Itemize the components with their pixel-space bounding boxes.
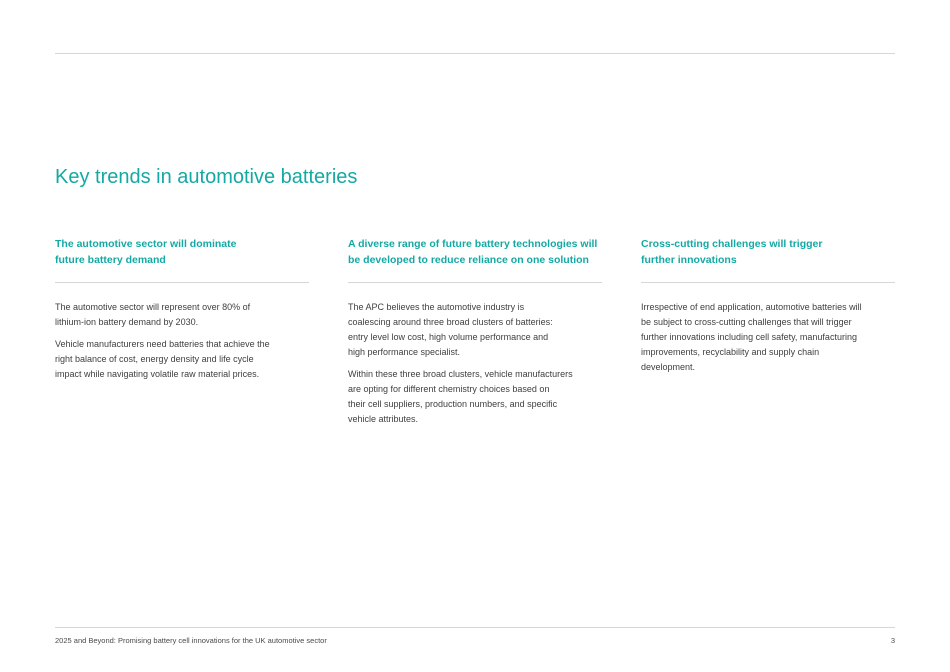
column-heading-line: further innovations bbox=[641, 253, 737, 266]
column-body bbox=[641, 300, 895, 375]
body-line: development. bbox=[641, 362, 696, 372]
body-line: lithium-ion battery demand by 2030. bbox=[55, 317, 199, 327]
column-heading-line: A diverse range of future battery technologies will bbox=[348, 238, 598, 250]
body-line: high performance specialist. bbox=[348, 347, 461, 357]
body-line: impact while navigating volatile raw material prices. bbox=[55, 369, 260, 379]
body-paragraph bbox=[55, 337, 309, 382]
column-heading-line: be developed to reduce reliance on one solution bbox=[348, 253, 589, 266]
page-title: Key trends in automotive batteries bbox=[55, 166, 358, 188]
body-paragraph bbox=[641, 300, 895, 375]
footer-document-title: 2025 and Beyond: Promising battery cell innovations for the UK automotive sector bbox=[55, 636, 327, 645]
body-paragraph bbox=[348, 367, 602, 427]
column-heading bbox=[641, 237, 895, 269]
body-line: Within these three broad clusters, vehicle manufacturers bbox=[348, 369, 573, 379]
column-divider bbox=[348, 282, 602, 283]
body-paragraph bbox=[55, 300, 309, 330]
column-heading-line: Cross-cutting challenges will trigger bbox=[641, 238, 823, 250]
body-line: vehicle attributes. bbox=[348, 414, 419, 424]
body-line: Vehicle manufacturers need batteries that achieve the bbox=[55, 339, 270, 349]
column-divider bbox=[641, 282, 895, 283]
page-number: 3 bbox=[890, 636, 895, 645]
body-line: The automotive sector will represent over 80% of bbox=[55, 302, 251, 312]
body-line: right balance of cost, energy density and life cycle bbox=[55, 354, 254, 364]
body-line: Irrespective of end application, automotive batteries will bbox=[641, 302, 862, 312]
body-line: further innovations including cell safety, manufacturing bbox=[641, 332, 857, 342]
body-line: improvements, recyclability and supply chain bbox=[641, 347, 820, 357]
column-body bbox=[348, 300, 602, 427]
column-heading-line: The automotive sector will dominate bbox=[55, 238, 237, 250]
trend-column-automotive-demand bbox=[55, 237, 309, 389]
body-line: their cell suppliers, production numbers, and specific bbox=[348, 399, 558, 409]
body-line: be subject to cross-cutting challenges that will trigger bbox=[641, 317, 852, 327]
body-line: are opting for different chemistry choices based on bbox=[348, 384, 550, 394]
body-paragraph bbox=[348, 300, 602, 360]
body-line: entry level low cost, high volume performance and bbox=[348, 332, 549, 342]
column-heading-line: future battery demand bbox=[55, 253, 166, 266]
column-body bbox=[55, 300, 309, 382]
column-heading bbox=[348, 237, 602, 269]
column-divider bbox=[55, 282, 309, 283]
body-line: The APC believes the automotive industry is bbox=[348, 302, 525, 312]
trend-column-cross-cutting-challenges bbox=[641, 237, 895, 382]
top-divider bbox=[55, 53, 895, 54]
trend-column-diverse-technologies bbox=[348, 237, 602, 434]
footer-divider bbox=[55, 627, 895, 628]
column-heading bbox=[55, 237, 309, 269]
body-line: coalescing around three broad clusters of batteries: bbox=[348, 317, 553, 327]
